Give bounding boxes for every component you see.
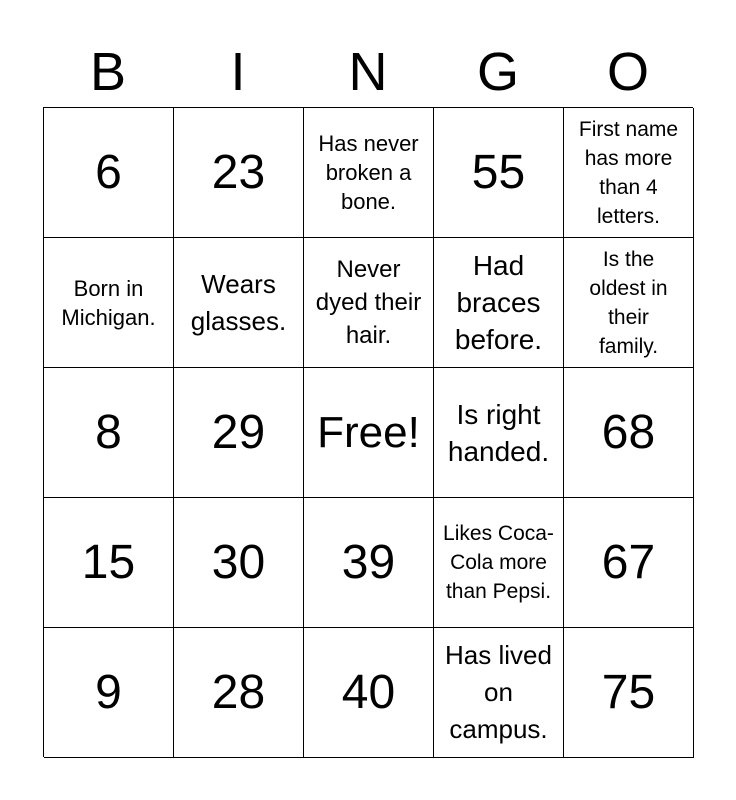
header-letter-n: N bbox=[348, 42, 388, 102]
free-space-text: Free! bbox=[317, 407, 420, 457]
bingo-cell-r0-c0[interactable] bbox=[44, 108, 174, 238]
bingo-cell-r0-c1[interactable] bbox=[174, 108, 304, 238]
cell-text: Wears glasses. bbox=[190, 268, 287, 336]
cell-text: 30 bbox=[211, 535, 266, 589]
cell-text: 9 bbox=[95, 665, 122, 719]
bingo-cell-r0-c3[interactable] bbox=[434, 108, 564, 238]
bingo-cell-r4-c4[interactable] bbox=[564, 628, 694, 758]
bingo-cell-r2-c3[interactable] bbox=[434, 368, 564, 498]
cell-text: Has lived on campus. bbox=[445, 640, 552, 744]
cell-text: 39 bbox=[341, 535, 396, 589]
bingo-cell-r4-c0[interactable] bbox=[44, 628, 174, 758]
cell-text: 67 bbox=[601, 535, 656, 589]
bingo-cell-r0-c2[interactable] bbox=[304, 108, 434, 238]
cell-text: Is the oldest in their family. bbox=[589, 247, 668, 358]
bingo-cell-r3-c1[interactable] bbox=[174, 498, 304, 628]
cell-text: Is right handed. bbox=[447, 398, 550, 467]
bingo-board bbox=[43, 107, 693, 757]
bingo-header bbox=[43, 36, 693, 108]
cell-text: 15 bbox=[81, 535, 136, 589]
cell-text: 29 bbox=[211, 405, 266, 459]
bingo-cell-r1-c2[interactable] bbox=[304, 238, 434, 368]
bingo-cell-r1-c0[interactable] bbox=[44, 238, 174, 368]
bingo-cell-r4-c2[interactable] bbox=[304, 628, 434, 758]
bingo-cell-r3-c0[interactable] bbox=[44, 498, 174, 628]
cell-text: 68 bbox=[601, 405, 656, 459]
header-letter-i: I bbox=[230, 42, 246, 102]
cell-text: 8 bbox=[95, 405, 122, 459]
bingo-cell-r3-c4[interactable] bbox=[564, 498, 694, 628]
cell-text: 23 bbox=[211, 145, 266, 199]
cell-text: 40 bbox=[341, 665, 396, 719]
cell-text: Likes Coca-Cola more than Pepsi. bbox=[443, 522, 554, 603]
header-letter-o: O bbox=[606, 42, 649, 102]
bingo-cell-r4-c1[interactable] bbox=[174, 628, 304, 758]
bingo-cell-r1-c4[interactable] bbox=[564, 238, 694, 368]
cell-text: 75 bbox=[601, 665, 656, 719]
bingo-cell-r1-c3[interactable] bbox=[434, 238, 564, 368]
bingo-cell-r2-c1[interactable] bbox=[174, 368, 304, 498]
bingo-cell-r3-c3[interactable] bbox=[434, 498, 564, 628]
cell-text: Born in Michigan. bbox=[61, 275, 156, 330]
cell-text: 55 bbox=[471, 145, 526, 199]
cell-text: 6 bbox=[95, 145, 122, 199]
bingo-cell-r1-c1[interactable] bbox=[174, 238, 304, 368]
bingo-cell-r2-c2-free[interactable] bbox=[304, 368, 434, 498]
bingo-cell-r2-c0[interactable] bbox=[44, 368, 174, 498]
cell-text: Has never broken a bone. bbox=[318, 131, 419, 214]
bingo-cell-r3-c2[interactable] bbox=[304, 498, 434, 628]
cell-text: 28 bbox=[211, 665, 266, 719]
bingo-cell-r2-c4[interactable] bbox=[564, 368, 694, 498]
header-letter-b: B bbox=[89, 42, 127, 102]
bingo-cell-r0-c4[interactable] bbox=[564, 108, 694, 238]
bingo-cell-r4-c3[interactable] bbox=[434, 628, 564, 758]
cell-text: Had braces before. bbox=[454, 250, 543, 355]
cell-text: First name has more than 4 letters. bbox=[578, 117, 679, 228]
cell-text: Never dyed their hair. bbox=[315, 256, 422, 349]
header-letter-g: G bbox=[476, 42, 519, 102]
